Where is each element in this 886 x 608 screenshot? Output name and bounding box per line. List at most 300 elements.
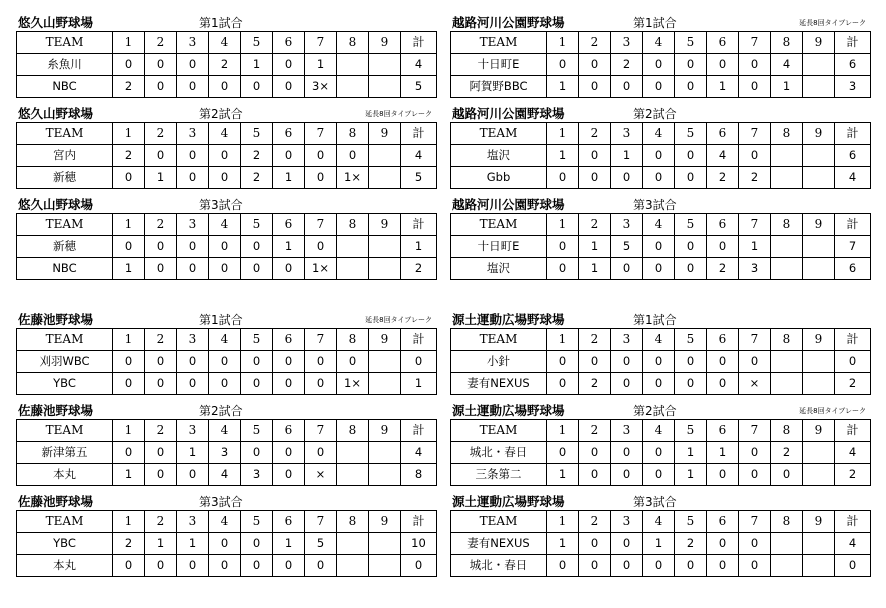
scoreboard-table [450,213,871,280]
inning-header: 7 [305,511,337,533]
game-block [450,403,870,486]
inning-score: 0 [707,54,739,76]
scoreboard-header-row [451,214,871,236]
inning-header: 1 [547,420,579,442]
inning-score: 0 [209,258,241,280]
inning-score: 2 [113,145,145,167]
inning-score: 1 [771,76,803,98]
inning-header: 4 [209,511,241,533]
game-header [16,106,436,122]
total-score: 2 [835,373,871,395]
inning-header: 9 [369,214,401,236]
inning-score: 0 [611,533,643,555]
inning-header: 3 [177,214,209,236]
total-score: 1 [401,373,437,395]
total-score: 8 [401,464,437,486]
scoreboard-header-row [17,32,437,54]
total-header: 計 [401,123,437,145]
team-row [451,351,871,373]
inning-score: 1 [547,76,579,98]
inning-score: 1 [177,533,209,555]
inning-score: 0 [241,258,273,280]
inning-header: 5 [241,420,273,442]
inning-score: 0 [177,145,209,167]
inning-score [369,464,401,486]
team-row [451,76,871,98]
inning-header: 9 [369,32,401,54]
scoreboard-header-row [451,511,871,533]
inning-score: 0 [547,373,579,395]
inning-score: 0 [113,236,145,258]
game-block [450,312,870,395]
inning-score [803,145,835,167]
inning-score: 0 [145,464,177,486]
inning-score: 1 [675,464,707,486]
inning-score: 0 [643,373,675,395]
inning-score: 5 [305,533,337,555]
inning-score: 0 [145,442,177,464]
venue-name: 源土運動広場野球場 [452,403,565,418]
inning-score: 0 [739,351,771,373]
inning-score: 1 [547,533,579,555]
inning-score: 0 [113,167,145,189]
game-number: 第3試合 [633,495,677,509]
team-row [17,533,437,555]
game-header [16,403,436,419]
inning-score [337,258,369,280]
inning-score: 1 [273,236,305,258]
scoreboard-header-row [451,329,871,351]
team-header: TEAM [451,32,547,54]
inning-header: 8 [337,214,369,236]
inning-header: 6 [707,214,739,236]
inning-header: 6 [707,420,739,442]
venue-name: 悠久山野球場 [18,15,94,30]
team-name: 新穂 [17,236,113,258]
team-header: TEAM [451,420,547,442]
inning-score: 2 [241,145,273,167]
inning-score: 0 [643,258,675,280]
team-name: 新穂 [17,167,113,189]
scoreboard-table [450,419,871,486]
game-header [450,494,870,510]
inning-score: 0 [113,442,145,464]
inning-score: 0 [145,555,177,577]
inning-score [771,145,803,167]
inning-header: 7 [305,123,337,145]
inning-score [337,533,369,555]
inning-score [803,373,835,395]
team-row [17,236,437,258]
scoreboard-header-row [17,511,437,533]
inning-header: 9 [369,511,401,533]
inning-score: 0 [209,76,241,98]
inning-header: 9 [803,511,835,533]
team-name: NBC [17,76,113,98]
inning-score: 0 [675,54,707,76]
inning-score: 0 [113,351,145,373]
inning-header: 6 [707,511,739,533]
inning-header: 3 [177,511,209,533]
venue-name: 越路河川公園野球場 [452,197,565,212]
team-row [17,145,437,167]
scoreboard-header-row [451,420,871,442]
inning-score: 1 [739,236,771,258]
game-header [450,106,870,122]
team-header: TEAM [451,123,547,145]
inning-header: 8 [771,123,803,145]
inning-score [803,351,835,373]
inning-score: 0 [337,351,369,373]
inning-score: 0 [305,167,337,189]
inning-header: 8 [771,214,803,236]
inning-score: 0 [305,442,337,464]
inning-score: 0 [145,236,177,258]
inning-score: 0 [707,236,739,258]
inning-header: 6 [273,32,305,54]
total-score: 10 [401,533,437,555]
game-number: 第1試合 [199,313,243,327]
inning-score [337,236,369,258]
team-row [451,533,871,555]
inning-score [771,533,803,555]
inning-score [369,373,401,395]
inning-score: 1 [177,442,209,464]
inning-header: 9 [803,123,835,145]
inning-score: 2 [209,54,241,76]
inning-header: 3 [611,329,643,351]
inning-score [803,76,835,98]
inning-header: 3 [611,420,643,442]
inning-score: 0 [643,54,675,76]
game-number: 第1試合 [633,313,677,327]
inning-score: 0 [177,351,209,373]
team-row [451,258,871,280]
game-block [16,403,436,486]
inning-score: 0 [209,533,241,555]
inning-header: 2 [579,420,611,442]
team-header: TEAM [17,32,113,54]
inning-score [337,555,369,577]
inning-score: 0 [579,145,611,167]
inning-score [771,373,803,395]
inning-score: 0 [547,54,579,76]
inning-header: 1 [113,214,145,236]
inning-header: 7 [305,329,337,351]
inning-score: 1 [305,54,337,76]
inning-score: 0 [547,442,579,464]
inning-header: 8 [771,32,803,54]
inning-header: 4 [643,32,675,54]
inning-score [369,167,401,189]
inning-score: 0 [579,464,611,486]
team-row [17,373,437,395]
inning-score: × [305,464,337,486]
inning-header: 5 [241,511,273,533]
scoreboard-table [16,213,437,280]
inning-header: 5 [241,329,273,351]
game-header [16,312,436,328]
inning-header: 4 [209,214,241,236]
inning-score: 0 [241,76,273,98]
inning-score: 0 [273,373,305,395]
inning-score [369,54,401,76]
inning-score [803,258,835,280]
inning-score: 3 [241,464,273,486]
inning-header: 9 [369,123,401,145]
inning-score: 0 [643,76,675,98]
inning-score [369,442,401,464]
inning-score: 1 [113,464,145,486]
inning-score: 0 [305,351,337,373]
inning-score: 0 [771,464,803,486]
inning-header: 6 [707,32,739,54]
inning-header: 5 [675,123,707,145]
inning-header: 3 [611,32,643,54]
inning-score: 1 [113,258,145,280]
scoreboard-table [450,510,871,577]
inning-score [771,258,803,280]
venue-name: 佐藤池野球場 [18,494,94,509]
inning-score: 0 [739,555,771,577]
game-block [16,494,436,577]
scoreboard-table [16,122,437,189]
inning-header: 5 [241,32,273,54]
team-name: 城北・春日 [451,442,547,464]
inning-score: 0 [177,555,209,577]
venue-name: 悠久山野球場 [18,197,94,212]
total-score: 6 [835,54,871,76]
team-header: TEAM [17,123,113,145]
inning-score: 1 [643,533,675,555]
inning-header: 2 [579,32,611,54]
game-block [16,197,436,280]
tiebreak-note: 延長8回タイブレーク [365,316,432,324]
inning-score: 0 [177,258,209,280]
inning-score: 0 [579,76,611,98]
team-row [17,54,437,76]
inning-score: 0 [145,54,177,76]
inning-score: 0 [209,555,241,577]
inning-score: 0 [707,464,739,486]
total-score: 3 [835,76,871,98]
inning-score [369,76,401,98]
inning-score: 0 [177,76,209,98]
team-row [451,555,871,577]
inning-header: 2 [145,123,177,145]
inning-score: 1 [707,442,739,464]
inning-score: 0 [611,464,643,486]
inning-score: 1 [273,533,305,555]
inning-score: 2 [675,533,707,555]
inning-header: 5 [241,214,273,236]
inning-score: 0 [305,145,337,167]
inning-header: 4 [209,329,241,351]
inning-score: 0 [739,54,771,76]
inning-score: 1 [611,145,643,167]
game-number: 第1試合 [199,16,243,30]
inning-score: 4 [771,54,803,76]
team-row [17,464,437,486]
inning-score: 0 [113,555,145,577]
scoreboard-table [16,31,437,98]
game-block [450,494,870,577]
inning-header: 3 [611,214,643,236]
team-name: 十日町E [451,54,547,76]
inning-score: 2 [707,167,739,189]
inning-header: 9 [803,329,835,351]
inning-score: 0 [177,54,209,76]
inning-header: 4 [209,32,241,54]
inning-header: 7 [305,214,337,236]
venue-name: 源土運動広場野球場 [452,494,565,509]
inning-header: 1 [547,214,579,236]
inning-score: 2 [113,533,145,555]
inning-header: 8 [337,329,369,351]
inning-header: 7 [739,511,771,533]
team-header: TEAM [451,329,547,351]
inning-score: 0 [675,351,707,373]
team-name: 宮内 [17,145,113,167]
inning-score: 0 [305,555,337,577]
inning-score: 2 [113,76,145,98]
inning-score: 0 [273,464,305,486]
team-header: TEAM [17,214,113,236]
inning-score: 0 [177,167,209,189]
inning-header: 7 [739,123,771,145]
inning-score: 0 [611,373,643,395]
total-score: 6 [835,145,871,167]
total-header: 計 [835,32,871,54]
inning-score: 0 [209,351,241,373]
total-score: 5 [401,167,437,189]
inning-score: 0 [579,533,611,555]
inning-score: 0 [241,533,273,555]
inning-score: 3 [209,442,241,464]
inning-score: 0 [273,442,305,464]
inning-score: 1 [241,54,273,76]
inning-header: 1 [547,32,579,54]
tiebreak-note: 延長8回タイブレーク [799,19,866,27]
inning-score: 0 [643,555,675,577]
team-name: 本丸 [17,464,113,486]
inning-score: 3 [739,258,771,280]
total-header: 計 [835,214,871,236]
inning-header: 6 [273,214,305,236]
team-row [451,167,871,189]
inning-header: 2 [145,511,177,533]
inning-header: 2 [579,214,611,236]
inning-header: 1 [113,123,145,145]
inning-score: 0 [739,145,771,167]
inning-header: 2 [579,511,611,533]
inning-score: × [739,373,771,395]
inning-header: 1 [113,329,145,351]
team-header: TEAM [17,420,113,442]
inning-score: 0 [241,373,273,395]
inning-score: 0 [675,167,707,189]
team-name: 刈羽WBC [17,351,113,373]
total-score: 2 [401,258,437,280]
inning-score: 0 [675,373,707,395]
inning-score: 1 [145,167,177,189]
inning-header: 9 [803,32,835,54]
inning-score: 0 [643,145,675,167]
total-score: 4 [835,442,871,464]
inning-score [337,76,369,98]
game-number: 第2試合 [199,404,243,418]
inning-score: 0 [739,533,771,555]
inning-header: 9 [369,329,401,351]
inning-score: 0 [241,442,273,464]
inning-score: 1× [337,167,369,189]
scoreboard-header-row [451,123,871,145]
game-block [16,106,436,189]
inning-score: 0 [579,442,611,464]
inning-header: 2 [145,329,177,351]
inning-score [369,351,401,373]
inning-score [803,464,835,486]
team-name: 妻有NEXUS [451,533,547,555]
inning-score [369,533,401,555]
game-header [16,197,436,213]
inning-header: 4 [643,420,675,442]
inning-score [337,464,369,486]
team-name: YBC [17,373,113,395]
inning-score: 0 [611,258,643,280]
inning-score [369,145,401,167]
inning-score: 0 [675,258,707,280]
inning-header: 2 [579,123,611,145]
inning-score: 0 [739,442,771,464]
inning-score: 2 [241,167,273,189]
inning-score [803,54,835,76]
inning-score [369,258,401,280]
inning-score: 0 [273,145,305,167]
inning-header: 6 [273,123,305,145]
inning-header: 3 [611,123,643,145]
game-header [16,15,436,31]
inning-score: 0 [547,258,579,280]
inning-score: 0 [145,258,177,280]
inning-header: 2 [579,329,611,351]
inning-score: 0 [273,258,305,280]
inning-score: 0 [707,533,739,555]
inning-score [771,555,803,577]
total-header: 計 [401,511,437,533]
inning-score: 0 [643,236,675,258]
team-header: TEAM [17,329,113,351]
game-number: 第2試合 [633,404,677,418]
team-name: NBC [17,258,113,280]
inning-score: 1 [675,442,707,464]
game-number: 第2試合 [633,107,677,121]
inning-header: 5 [675,420,707,442]
scoreboard-header-row [17,329,437,351]
inning-score: 0 [675,236,707,258]
scoreboard-table [450,122,871,189]
team-name: 城北・春日 [451,555,547,577]
inning-score: 1 [547,464,579,486]
total-header: 計 [401,32,437,54]
inning-header: 8 [337,32,369,54]
tiebreak-note: 延長8回タイブレーク [799,407,866,415]
inning-header: 3 [177,420,209,442]
inning-score: 4 [209,464,241,486]
team-row [451,442,871,464]
inning-score: 0 [113,373,145,395]
inning-score: 0 [675,76,707,98]
